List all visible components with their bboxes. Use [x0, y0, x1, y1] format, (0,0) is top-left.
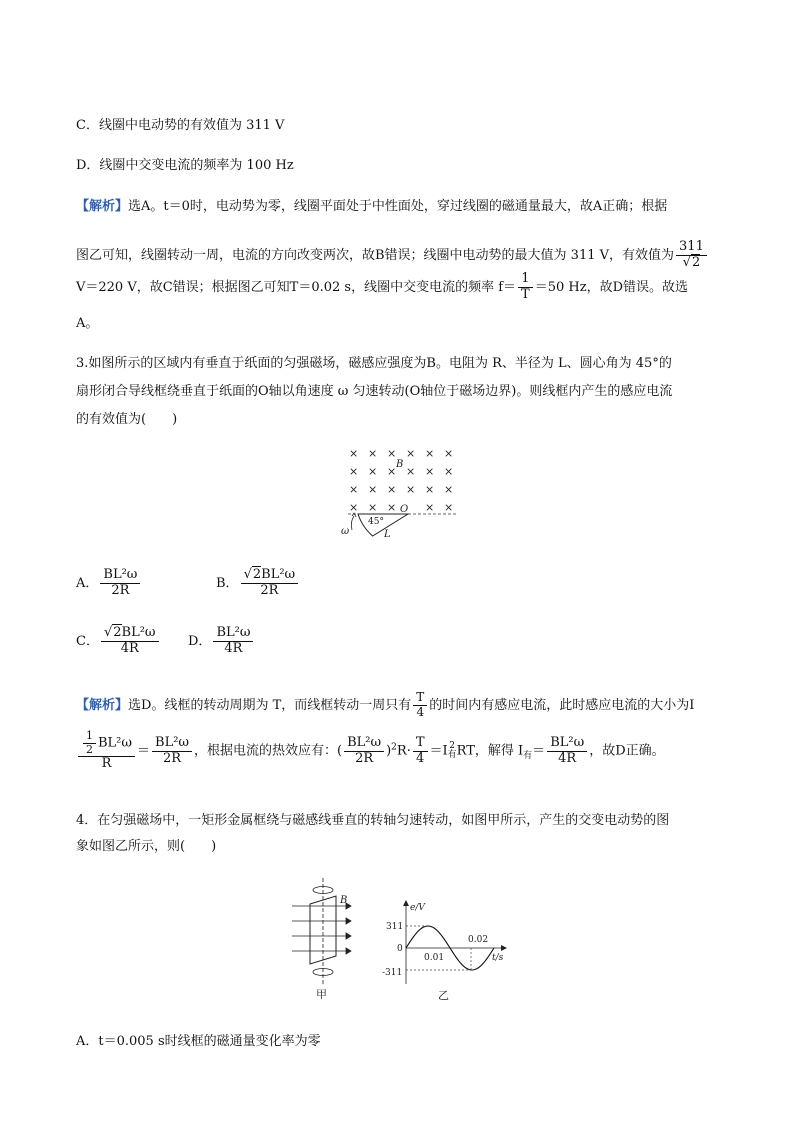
- tick-minus-311: -311: [382, 968, 403, 978]
- caption-yi: 乙: [438, 989, 449, 1002]
- label-L: L: [384, 529, 391, 540]
- analysis-2-line-1: 【解析】选D。线框的转动周期为 T，而线框转动一周只有 $\frac{T}{4}$ 的时间内有感应电流，此时感应电流的大小为I: [76, 690, 695, 719]
- svg-text:×: ×: [444, 501, 454, 514]
- svg-text:×: ×: [349, 465, 359, 478]
- svg-text:×: ×: [349, 447, 359, 460]
- svg-text:×: ×: [406, 483, 416, 496]
- fraction-311-over-root2: $\frac{311}{√2}$: [676, 240, 707, 271]
- label-angle: 45°: [368, 517, 384, 527]
- svg-text:×: ×: [406, 465, 416, 478]
- label-B: B: [396, 459, 404, 470]
- label-omega: ω: [341, 526, 350, 537]
- q3-stem-line-1: 3.如图所示的区域内有垂直于纸面的匀强磁场，磁感应强度为B。电阻为 R、半径为 L、圆心角为 45°的: [76, 356, 672, 371]
- svg-text:×: ×: [425, 501, 435, 514]
- svg-text:×: ×: [425, 483, 435, 496]
- label-O: O: [400, 504, 409, 515]
- analysis-1-line-1: 【解析】选A。t＝0时，电动势为零，线圈平面处于中性面处，穿过线圈的磁通量最大，故A正确；根据: [76, 199, 668, 214]
- q3-stem-line-2: 扇形闭合导线框绕垂直于纸面的O轴以角速度 ω 匀速转动(O轴位于磁场边界)。则线框内产生的感应电流: [76, 384, 673, 399]
- svg-text:×: ×: [368, 447, 378, 460]
- q4-figure-a-rotating-frame: [288, 876, 358, 1002]
- svg-text:×: ×: [349, 483, 359, 496]
- option-c[interactable]: C． $\frac{\text{√2BL²ω}}{4R}$: [76, 626, 161, 657]
- q4-figure-b-emf-graph: [374, 896, 514, 1004]
- svg-text:×: ×: [368, 483, 378, 496]
- svg-text:×: ×: [444, 447, 454, 460]
- analysis-1-line-4: A。: [76, 316, 99, 331]
- label-B-fig-a: B: [340, 895, 348, 906]
- y-axis-label: e/V: [410, 903, 425, 913]
- option-d[interactable]: D． $\frac{\text{BL²ω}}{4R}$: [188, 626, 255, 657]
- analysis-2-line-2: $\frac{1}{2}$ BL²ω R ＝ $\frac{\text{BL²ω}}{2R}$ ，根据电流的热效应有：( $\frac{\text{BL²ω}}{2R}$ )$^2$R· $\frac{T}{4}$ ＝I 2 有 RT，解得 $I_有=$ $\frac{\text{BL²ω}}{4R}$ ，故D正确。: [76, 730, 665, 772]
- analysis-1-line-2: 图乙可知，线圈转动一周，电流的方向改变两次，故B错误；线圈中电动势的最大值为 311 V，有效值为 $\frac{311}{√2}$: [76, 236, 709, 276]
- analysis-tag: 【解析】: [76, 199, 129, 214]
- tick-0.02: 0.02: [468, 935, 489, 945]
- svg-text:×: ×: [349, 501, 359, 514]
- svg-text:×: ×: [387, 447, 397, 460]
- analysis-1-line-3: V＝220 V，故C错误；根据图乙可知T＝0.02 s，线圈中交变电流的频率 f＝ $\frac{1}{T}$ ＝50 Hz，故D错误。故选: [76, 271, 689, 302]
- option-a[interactable]: A． $\frac{\text{BL²ω}}{2R}$: [76, 568, 142, 599]
- x-axis-label: t/s: [492, 953, 504, 963]
- q4-stem-line-2: 象如图乙所示，则( ): [76, 839, 217, 854]
- fraction-1-over-T: $\frac{1}{T}$: [518, 272, 533, 303]
- svg-text:×: ×: [406, 447, 416, 460]
- option-b[interactable]: B． $\frac{\text{√2BL²ω}}{2R}$: [216, 568, 300, 599]
- q3-stem-line-3: 的有效值为( ): [76, 412, 178, 427]
- tick-311: 311: [386, 922, 404, 932]
- caption-jia: 甲: [316, 988, 327, 1001]
- q4-stem-line-1: 4．在匀强磁场中，一矩形金属框绕与磁感线垂直的转轴匀速转动，如图甲所示，产生的交变电动势的图: [76, 813, 670, 828]
- svg-text:×: ×: [444, 483, 454, 496]
- q4-option-a[interactable]: A．t＝0.005 s时线框的磁通量变化率为零: [76, 1034, 321, 1049]
- svg-text:×: ×: [387, 465, 397, 478]
- svg-text:×: ×: [387, 483, 397, 496]
- tick-0: 0: [397, 944, 403, 954]
- svg-text:×: ×: [444, 465, 454, 478]
- option-d-previous: D．线圈中交变电流的频率为 100 Hz: [76, 158, 294, 173]
- q3-magnetic-field-figure: [338, 442, 468, 544]
- svg-text:×: ×: [425, 447, 435, 460]
- svg-text:×: ×: [387, 501, 397, 514]
- tick-0.01: 0.01: [424, 953, 445, 963]
- svg-text:×: ×: [425, 465, 435, 478]
- option-c-previous: C．线圈中电动势的有效值为 311 V: [76, 118, 285, 133]
- svg-text:×: ×: [368, 465, 378, 478]
- svg-text:×: ×: [368, 501, 378, 514]
